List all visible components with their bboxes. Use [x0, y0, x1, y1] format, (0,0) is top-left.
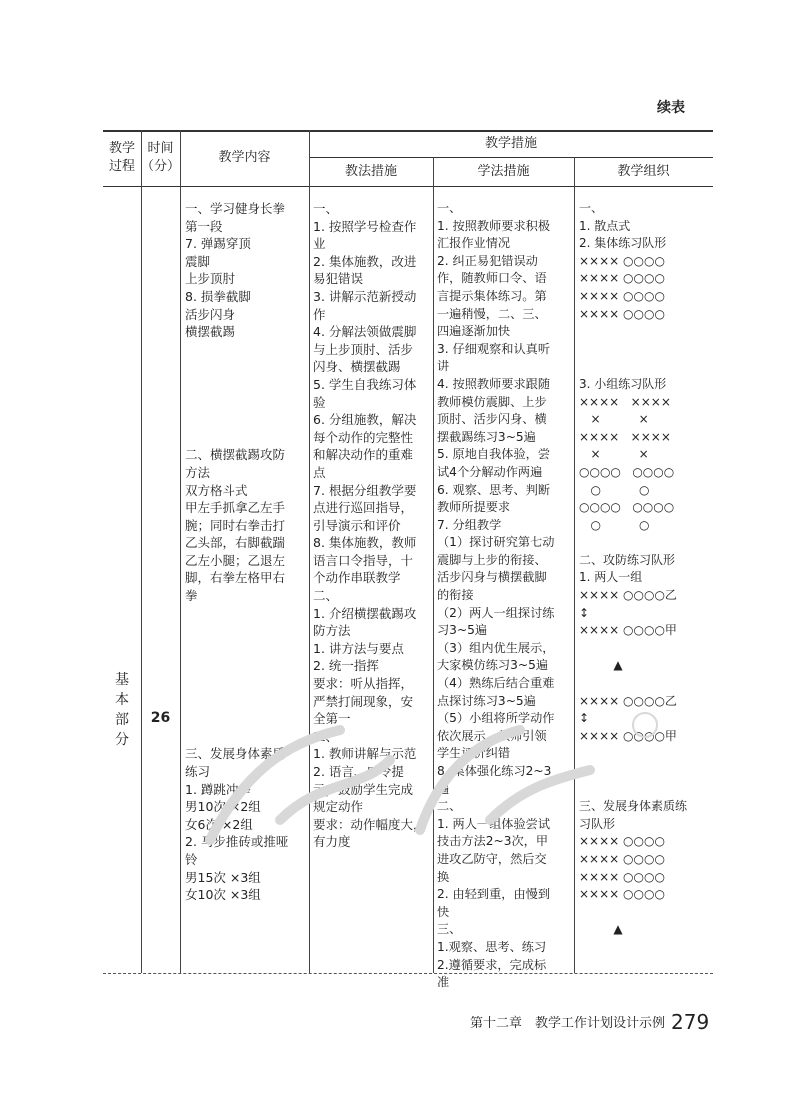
header-organization: 教学组织 — [617, 164, 670, 179]
col-divider-1 — [141, 130, 142, 973]
header-process: 教学 过程 — [108, 141, 135, 174]
page-footer — [470, 1010, 709, 1034]
stage-label: 基 本 部 分 — [115, 672, 129, 748]
learning-methods: 一、 1. 按照教师要求积极 汇报作业情况 2. 纠正易犯错误动 作，随教师口令、语 言提示集体练习。第 一遍稍慢，二、三、 四遍逐渐加快 3. 仔细观察和认真听 讲 4. 按照教师要求跟随 教师模仿震脚、上步 顶肘、活步闪身、横 摆截踢练习3~5遍 5. 原地自我体验，尝 试4个分解动作两遍 6. 观察、思考、判断 教师所提要求 7. 分组教学 （1）探讨研究第七动 震脚与上步的衔接、 活步闪身与横摆截脚 的衔接 （2）两人一组探讨练 习3~5遍 （3）组内优生展示， 大家模仿练习3~5遍 （4）熟练后结合重难 点探讨练习3~5遍 （5）小组将所学动作 依次展示，教师引领 学生评价纠错 8. 集体强化练习2~3 遍 二、 1. 两人一组体验尝试 技击方法2~3次，甲 进攻乙防守，然后交 换 2. 由轻到重，由慢到 快 三、 1.观察、思考、练习 2.遵循要求，完成标 准 — [437, 201, 555, 990]
time-value: 26 — [150, 710, 171, 726]
measures-divider — [309, 157, 713, 158]
header-measures: 教学措施 — [484, 136, 537, 151]
teaching-methods: 一、 1. 按照学号检查作 业 2. 集体施教，改进 易犯错误 3. 讲解示范新授动 作 4. 分解法领做震脚 与上步顶肘、活步 闪身、横摆截踢 5. 学生自我练习体 验 6. 分组施教，解决 每个动作的完整性 和解决动作的重难 点 7. 根据分组教学要 点进行巡回指导， 引导演示和评价 8. 集体施教，教师 语言口令指导，十 个动作串联教学 二、 1. 介绍横摆截踢攻 防方法 1. 讲方法与要点 2. 统一指挥 要求：听从指挥， 严禁打闹现象，安 全第一 三、 1. 教师讲解与示范 2. 语言、口令提 示，鼓励学生完成 规定动作 要求：动作幅度大， 有力度 — [313, 201, 426, 850]
chapter-title: 第十二章 教学工作计划设计示例 — [470, 1016, 666, 1031]
col-divider-5 — [574, 157, 575, 973]
col-divider-4 — [433, 157, 434, 973]
table-bottom-rule — [103, 973, 713, 974]
col-divider-3 — [309, 130, 310, 973]
page-number: 279 — [671, 1010, 710, 1034]
continued-label: 续表 — [657, 100, 685, 116]
header-time: 时间 （分） — [141, 141, 181, 174]
header-content: 教学内容 — [218, 150, 271, 165]
header-teaching-methods: 教法措施 — [344, 164, 397, 179]
table-top-rule — [103, 130, 713, 132]
header-bottom-rule — [103, 186, 713, 187]
teaching-content: 一、学习健身长拳 第一段 7. 弹踢穿顶 震脚 上步顶肘 8. 损拳截脚 活步闪身 横摆截踢 二、横摆截踢攻防 方法 双方格斗式 甲左手抓拿乙左手 腕；同时右拳击打 乙头部，右脚截踹 乙左小腿；乙退左 脚，右拳左格甲右 拳 三、发展身体素质 练习 1. 蹲跳冲拳 男10次 ×2组 女6次 ×2组 2. 马步推砖或推哑 铃 男15次 ×3组 女10次 ×3组 — [185, 201, 289, 903]
lesson-plan-table — [103, 130, 713, 990]
header-learning-methods: 学法措施 — [477, 164, 530, 179]
col-divider-2 — [180, 130, 181, 973]
teaching-organization: 一、 1. 散点式 2. 集体练习队形 ×××× ○○○○ ×××× ○○○○ ×××× ○○○○ ×××× ○○○○ 3. 小组练习队形 ×××× ×××× × × ×××× ×××× × × ○○○○ ○○○○ ○ ○ ○○○○ ○○○○ ○ ○ 二、攻防练习队形 1. 两人一组 ×××× ○○○○乙 ↕ ×××× ○○○○甲 ▲ ×××× ○○○○乙 ↕ ×××× ○○○○甲 三、发展身体素质练 习队形 ×××× ○○○○ ×××× ○○○○ ×××× ○○○○ ×××× ○○○○ ▲ — [579, 201, 688, 937]
